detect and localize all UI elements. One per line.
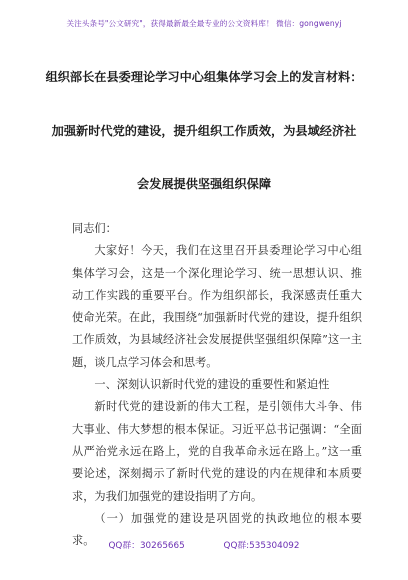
document-title-line-2: 加强新时代党的建设，提升组织工作质效，为县域经济社 [51,124,357,138]
header-banner: 关注头条号"公文研究"，获得最新最全最专业的公文资料库！ 微信：gongwenyj [66,19,342,28]
footer-qq-group-1: QQ群：30265665 [108,541,185,551]
document-title-line-3: 会发展提供坚强组织保障 [136,177,272,191]
paragraph-opening: 大家好！今天，我们在这里召开县委理论学习中心组集体学习会，这是一个深化理论学习、统一思想认识、推动工作实践的重要平台。作为组织部长，我深感责任重大使命光荣。在此，我围绕“加强新时代党的建设，提升组织工作质效，为县域经济社会发展提供坚强组织保障”这一主题，谈几点学习体会和思考。 [72,244,362,369]
subsection-heading-1: （一）加强党的建设是巩固党的执政地位的根本要求。 [72,511,362,548]
document-body [72,218,362,552]
salutation: 同志们： [72,222,117,235]
section-heading-1: 一、深刻认识新时代党的建设的重要性和紧迫性 [94,378,330,392]
footer-qq-group-2: QQ群:535304092 [223,541,300,551]
document-title-line-1: 组织部长在县委理论学习中心组集体学习会上的发言材料： [45,70,363,84]
paragraph-section-1: 新时代党的建设新的伟大工程，是引领伟大斗争、伟大事业、伟大梦想的根本保证。习近平总书记强调：“全面从严治党永远在路上，党的自我革命永远在路上。”这一重要论述，深刻揭示了新时代党的建设的内在规律和本质要求，为我们加强党的建设指明了方向。 [72,400,362,503]
footer [0,538,408,551]
